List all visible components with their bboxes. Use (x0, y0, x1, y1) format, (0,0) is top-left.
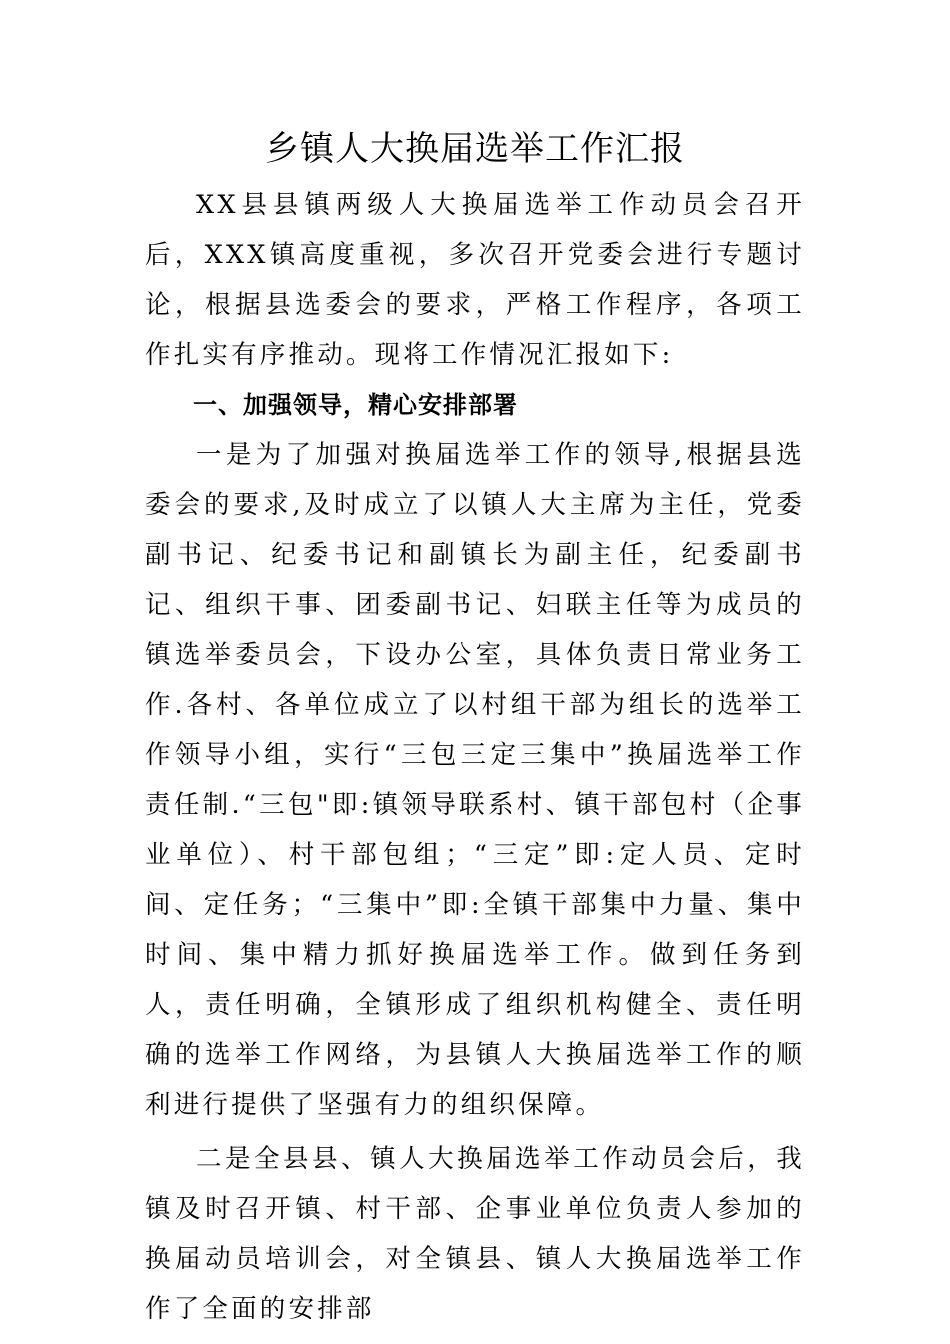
document-page (145, 118, 805, 1334)
body-paragraph-1: 一是为了加强对换届选举工作的领导,根据县选委会的要求,及时成立了以镇人大主席为主任，党委副书记、纪委书记和副镇长为副主任，纪委副书记、组织干事、团委副书记、妇联主任等为成员的镇选举委员会，下设办公室，具体负责日常业务工作.各村、各单位成立了以村组干部为组长的选举工作领导小组，实行“三包三定三集中”换届选举工作责任制.“三包"即:镇领导联系村、镇干部包村（企事业单位）、村干部包组；“三定”即:定人员、定时间、定任务；“三集中”即:全镇干部集中力量、集中时间、集中精力抓好换届选举工作。做到任务到人，责任明确，全镇形成了组织机构健全、责任明确的选举工作网络，为县镇人大换届选举工作的顺利进行提供了坚强有力的组织保障。 (145, 440, 805, 1120)
document-title: 乡镇人大换届选举工作汇报 (265, 129, 685, 169)
body-paragraph-2: 二是全县县、镇人大换届选举工作动员会后，我镇及时召开镇、村干部、企事业单位负责人参加的换届动员培训会，对全镇县、镇人大换届选举工作作了全面的安排部 (145, 1144, 805, 1324)
section-heading: 一、加强领导，精心安排部署 (193, 391, 518, 419)
intro-paragraph: XX县县镇两级人大换届选举工作动员会召开后，XXX镇高度重视，多次召开党委会进行专题讨论，根据县选委会的要求，严格工作程序，各项工作扎实有序推动。现将工作情况汇报如下: (145, 190, 805, 370)
